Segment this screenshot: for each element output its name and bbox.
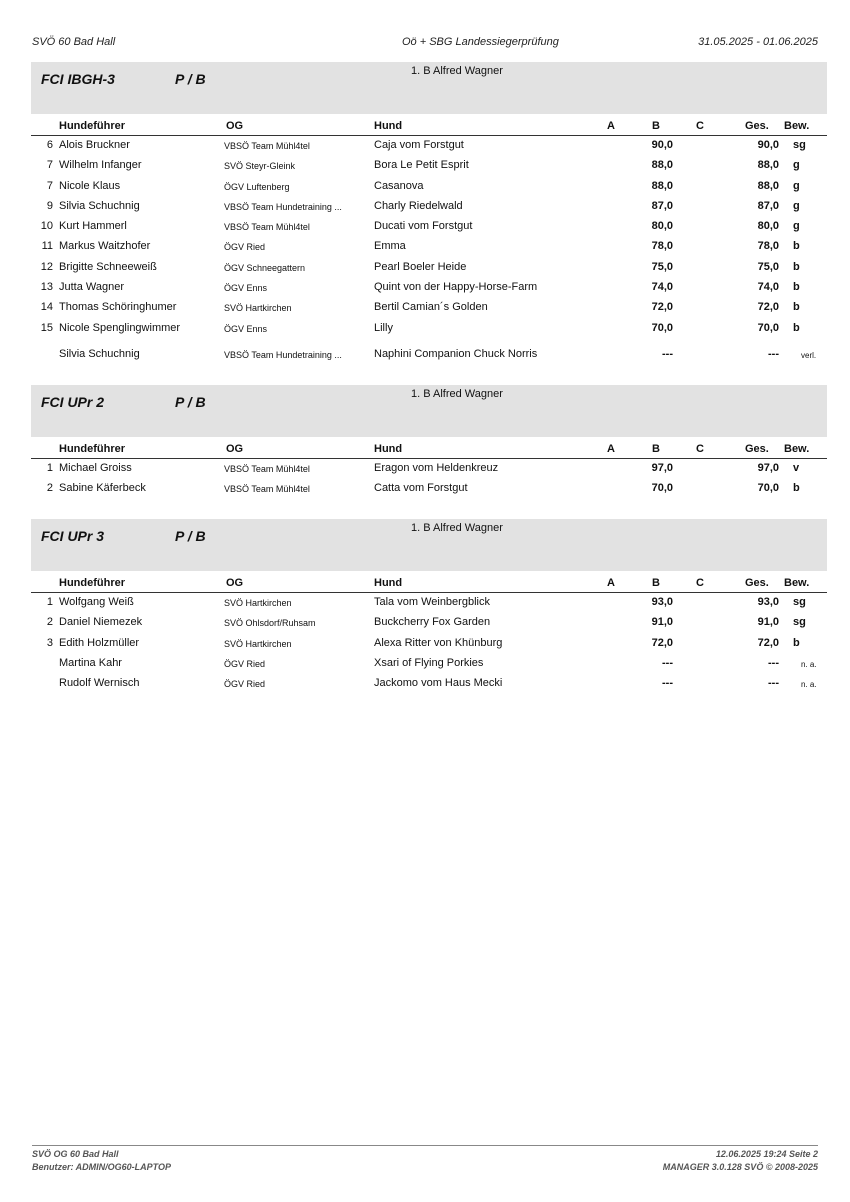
cell-dog: Caja vom Forstgut: [374, 139, 464, 151]
cell-handler: Martina Kahr: [59, 656, 122, 669]
cell-dog: Buckcherry Fox Garden: [374, 616, 491, 629]
cell-bew: g: [793, 159, 800, 172]
cell-og: VBSÖ Team Mühl4tel: [224, 141, 310, 151]
cell-ges: 91,0: [757, 616, 779, 629]
cell-handler: Alois Bruckner: [59, 139, 130, 151]
cell-b: 91,0: [651, 616, 673, 629]
column-header-bew: Bew.: [784, 577, 810, 589]
column-header-b: B: [652, 120, 660, 132]
cell-dog: Jackomo vom Haus Mecki: [374, 677, 503, 690]
cell-b: ---: [662, 677, 673, 690]
cell-ges: 72,0: [757, 301, 779, 314]
section-class: FCI UPr 2: [41, 394, 105, 410]
cell-b: 74,0: [651, 281, 673, 294]
results-section: [31, 62, 827, 365]
cell-b: 90,0: [651, 139, 673, 151]
table-row: [31, 459, 827, 479]
event-dates: 31.05.2025 - 01.06.2025: [698, 36, 818, 48]
cell-ges: 75,0: [757, 260, 779, 273]
cell-bew: b: [793, 482, 800, 495]
cell-og: ÖGV Ried: [224, 242, 266, 253]
section-title-band: [31, 62, 827, 114]
cell-handler: Edith Holzmüller: [59, 636, 140, 649]
cell-og: SVÖ Ohlsdorf/Ruhsam: [224, 618, 316, 629]
cell-og: SVÖ Hartkirchen: [224, 598, 292, 608]
cell-handler: Rudolf Wernisch: [59, 677, 140, 690]
column-header-a: A: [607, 577, 615, 589]
cell-dog: Casanova: [374, 179, 424, 192]
cell-rank: 13: [40, 281, 53, 294]
cell-rank: 9: [46, 199, 53, 212]
cell-dog: Naphini Companion Chuck Norris: [374, 347, 538, 360]
cell-og: ÖGV Ried: [224, 679, 266, 690]
cell-rank: 10: [40, 220, 53, 233]
cell-og: VBSÖ Team Hundetraining ...: [224, 349, 342, 360]
cell-bew: v: [793, 462, 800, 474]
cell-b: 75,0: [651, 260, 673, 273]
section-title-band: [31, 385, 827, 437]
cell-handler: Kurt Hammerl: [59, 220, 127, 233]
cell-handler: Nicole Klaus: [59, 179, 121, 192]
column-header-c: C: [696, 577, 704, 589]
cell-b: 72,0: [651, 636, 673, 649]
column-header-dog: Hund: [374, 443, 403, 455]
cell-bew: b: [793, 281, 800, 294]
section-level: P / B: [175, 528, 206, 544]
cell-bew: sg: [793, 616, 806, 629]
table-row: [31, 345, 827, 365]
column-header-a: A: [607, 443, 615, 455]
table-row: [31, 237, 827, 257]
cell-ges: 87,0: [757, 199, 779, 212]
cell-dog: Alexa Ritter von Khünburg: [374, 636, 503, 649]
cell-ges: ---: [768, 347, 779, 360]
cell-dog: Bora Le Petit Esprit: [374, 159, 469, 172]
table-row: [31, 298, 827, 318]
cell-og: ÖGV Enns: [224, 323, 268, 334]
cell-dog: Catta vom Forstgut: [374, 482, 468, 495]
cell-handler: Silvia Schuchnig: [59, 199, 140, 212]
column-header-c: C: [696, 120, 704, 132]
cell-handler: Nicole Spenglingwimmer: [59, 321, 181, 334]
cell-og: ÖGV Ried: [224, 658, 266, 669]
column-header-bew: Bew.: [784, 443, 810, 455]
cell-rank: 2: [46, 616, 53, 629]
table-header: [31, 118, 827, 136]
cell-handler: Wolfgang Weiß: [59, 596, 134, 608]
column-header-a: A: [607, 120, 615, 132]
cell-bew: g: [793, 220, 800, 233]
cell-ges: 80,0: [757, 220, 779, 233]
cell-dog: Quint von der Happy-Horse-Farm: [374, 281, 538, 294]
cell-bew: sg: [793, 139, 806, 151]
section-judge: 1. B Alfred Wagner: [411, 388, 503, 400]
cell-b: 88,0: [651, 179, 673, 192]
table-row: [31, 258, 827, 278]
cell-ges: 90,0: [757, 139, 779, 151]
table-row: [31, 217, 827, 237]
cell-bew: g: [793, 179, 800, 192]
cell-handler: Markus Waitzhofer: [59, 240, 151, 253]
cell-handler: Brigitte Schneeweiß: [59, 260, 157, 273]
cell-ges: 74,0: [757, 281, 779, 294]
results-section: [31, 385, 827, 500]
cell-bew: g: [793, 199, 800, 212]
cell-dog: Eragon vom Heldenkreuz: [374, 462, 499, 474]
table-row: [31, 156, 827, 176]
cell-og: ÖGV Schneegattern: [224, 262, 306, 273]
column-header-handler: Hundeführer: [59, 443, 125, 455]
cell-og: SVÖ Hartkirchen: [224, 638, 292, 649]
cell-rank: 7: [46, 179, 53, 192]
section-judge: 1. B Alfred Wagner: [411, 65, 503, 77]
cell-og: VBSÖ Team Mühl4tel: [224, 484, 310, 495]
cell-rank: 11: [41, 240, 53, 253]
cell-dog: Xsari of Flying Porkies: [374, 656, 484, 669]
cell-handler: Michael Groiss: [59, 462, 132, 474]
column-header-ges: Ges.: [745, 443, 769, 455]
cell-handler: Thomas Schöringhumer: [59, 301, 177, 314]
column-header-b: B: [652, 443, 660, 455]
cell-handler: Daniel Niemezek: [59, 616, 143, 629]
cell-ges: 70,0: [757, 321, 779, 334]
cell-b: 72,0: [651, 301, 673, 314]
cell-og: SVÖ Hartkirchen: [224, 303, 292, 314]
results-section: [31, 519, 827, 694]
table-row: [31, 654, 827, 674]
cell-b: 97,0: [651, 462, 673, 474]
column-header-og: OG: [226, 120, 244, 132]
cell-rank: 1: [46, 462, 53, 474]
cell-handler: Jutta Wagner: [59, 281, 125, 294]
column-header-handler: Hundeführer: [59, 577, 125, 589]
cell-handler: Sabine Käferbeck: [59, 482, 146, 495]
cell-bew: b: [793, 321, 800, 334]
cell-ges: 78,0: [757, 240, 779, 253]
table-row: [31, 634, 827, 654]
cell-dog: Tala vom Weinbergblick: [374, 596, 490, 608]
table-row: [31, 593, 827, 613]
section-class: FCI IBGH-3: [41, 71, 115, 87]
section-level: P / B: [175, 71, 206, 87]
cell-dog: Lilly: [374, 321, 393, 334]
column-header-og: OG: [226, 443, 244, 455]
table-row: [31, 278, 827, 298]
cell-ges: 88,0: [757, 179, 779, 192]
cell-og: VBSÖ Team Mühl4tel: [224, 222, 310, 233]
cell-bew: n. a.: [801, 680, 817, 690]
cell-handler: Wilhelm Infanger: [59, 159, 142, 172]
table-row: [31, 319, 827, 339]
cell-dog: Ducati vom Forstgut: [374, 220, 473, 233]
column-header-handler: Hundeführer: [59, 120, 125, 132]
section-judge: 1. B Alfred Wagner: [411, 522, 503, 534]
cell-ges: 93,0: [757, 596, 779, 608]
cell-ges: 70,0: [757, 482, 779, 495]
cell-b: ---: [662, 347, 673, 360]
footer-software: MANAGER 3.0.128 SVÖ © 2008-2025: [662, 1162, 818, 1172]
table-header: [31, 575, 827, 593]
cell-dog: Emma: [374, 240, 406, 253]
cell-bew: b: [793, 240, 800, 253]
cell-bew: verl.: [801, 350, 817, 360]
cell-rank: 15: [40, 321, 53, 334]
footer-user: Benutzer: ADMIN/OG60-LAPTOP: [32, 1162, 172, 1172]
cell-og: ÖGV Enns: [224, 283, 268, 294]
cell-bew: b: [793, 260, 800, 273]
cell-ges: ---: [768, 656, 779, 669]
section-title-band: [31, 519, 827, 571]
cell-handler: Silvia Schuchnig: [59, 347, 140, 360]
cell-b: 87,0: [651, 199, 673, 212]
column-header-ges: Ges.: [745, 577, 769, 589]
cell-ges: 72,0: [757, 636, 779, 649]
cell-dog: Bertil Camian´s Golden: [374, 301, 488, 314]
cell-rank: 2: [46, 482, 53, 495]
column-header-bew: Bew.: [784, 120, 810, 132]
cell-dog: Charly Riedelwald: [374, 199, 463, 212]
column-header-c: C: [696, 443, 704, 455]
cell-bew: b: [793, 636, 800, 649]
cell-b: 88,0: [651, 159, 673, 172]
column-header-dog: Hund: [374, 577, 403, 589]
table-row: [31, 197, 827, 217]
cell-b: 70,0: [651, 482, 673, 495]
cell-rank: 6: [46, 139, 53, 151]
column-header-dog: Hund: [374, 120, 403, 132]
column-header-og: OG: [226, 577, 244, 589]
cell-rank: 14: [40, 301, 53, 314]
table-row: [31, 613, 827, 633]
page-footer: [32, 1145, 818, 1175]
cell-b: 93,0: [651, 596, 673, 608]
cell-ges: 97,0: [757, 462, 779, 474]
cell-ges: 88,0: [757, 159, 779, 172]
cell-og: SVÖ Steyr-Gleink: [224, 161, 296, 172]
table-row: [31, 177, 827, 197]
page-header: [32, 36, 818, 50]
section-class: FCI UPr 3: [41, 528, 105, 544]
cell-og: VBSÖ Team Hundetraining ...: [224, 201, 342, 212]
section-level: P / B: [175, 394, 206, 410]
footer-club: SVÖ OG 60 Bad Hall: [32, 1149, 119, 1159]
table-header: [31, 441, 827, 459]
column-header-ges: Ges.: [745, 120, 769, 132]
table-row: [31, 674, 827, 694]
cell-ges: ---: [768, 677, 779, 690]
footer-timestamp-page: 12.06.2025 19:24 Seite 2: [715, 1149, 818, 1159]
cell-rank: 12: [40, 260, 53, 273]
cell-b: ---: [662, 656, 673, 669]
cell-bew: sg: [793, 596, 806, 608]
cell-og: ÖGV Luftenberg: [224, 181, 290, 192]
cell-bew: n. a.: [801, 659, 817, 669]
cell-rank: 3: [46, 636, 53, 649]
cell-b: 80,0: [651, 220, 673, 233]
cell-bew: b: [793, 301, 800, 314]
cell-rank: 1: [46, 596, 53, 608]
cell-rank: 7: [46, 159, 53, 172]
cell-b: 78,0: [651, 240, 673, 253]
cell-og: VBSÖ Team Mühl4tel: [224, 464, 310, 474]
cell-b: 70,0: [651, 321, 673, 334]
cell-dog: Pearl Boeler Heide: [374, 260, 467, 273]
club-name: SVÖ 60 Bad Hall: [32, 36, 116, 48]
table-row: [31, 136, 827, 156]
column-header-b: B: [652, 577, 660, 589]
table-row: [31, 479, 827, 499]
event-title: Oö + SBG Landessiegerprüfung: [402, 36, 559, 48]
